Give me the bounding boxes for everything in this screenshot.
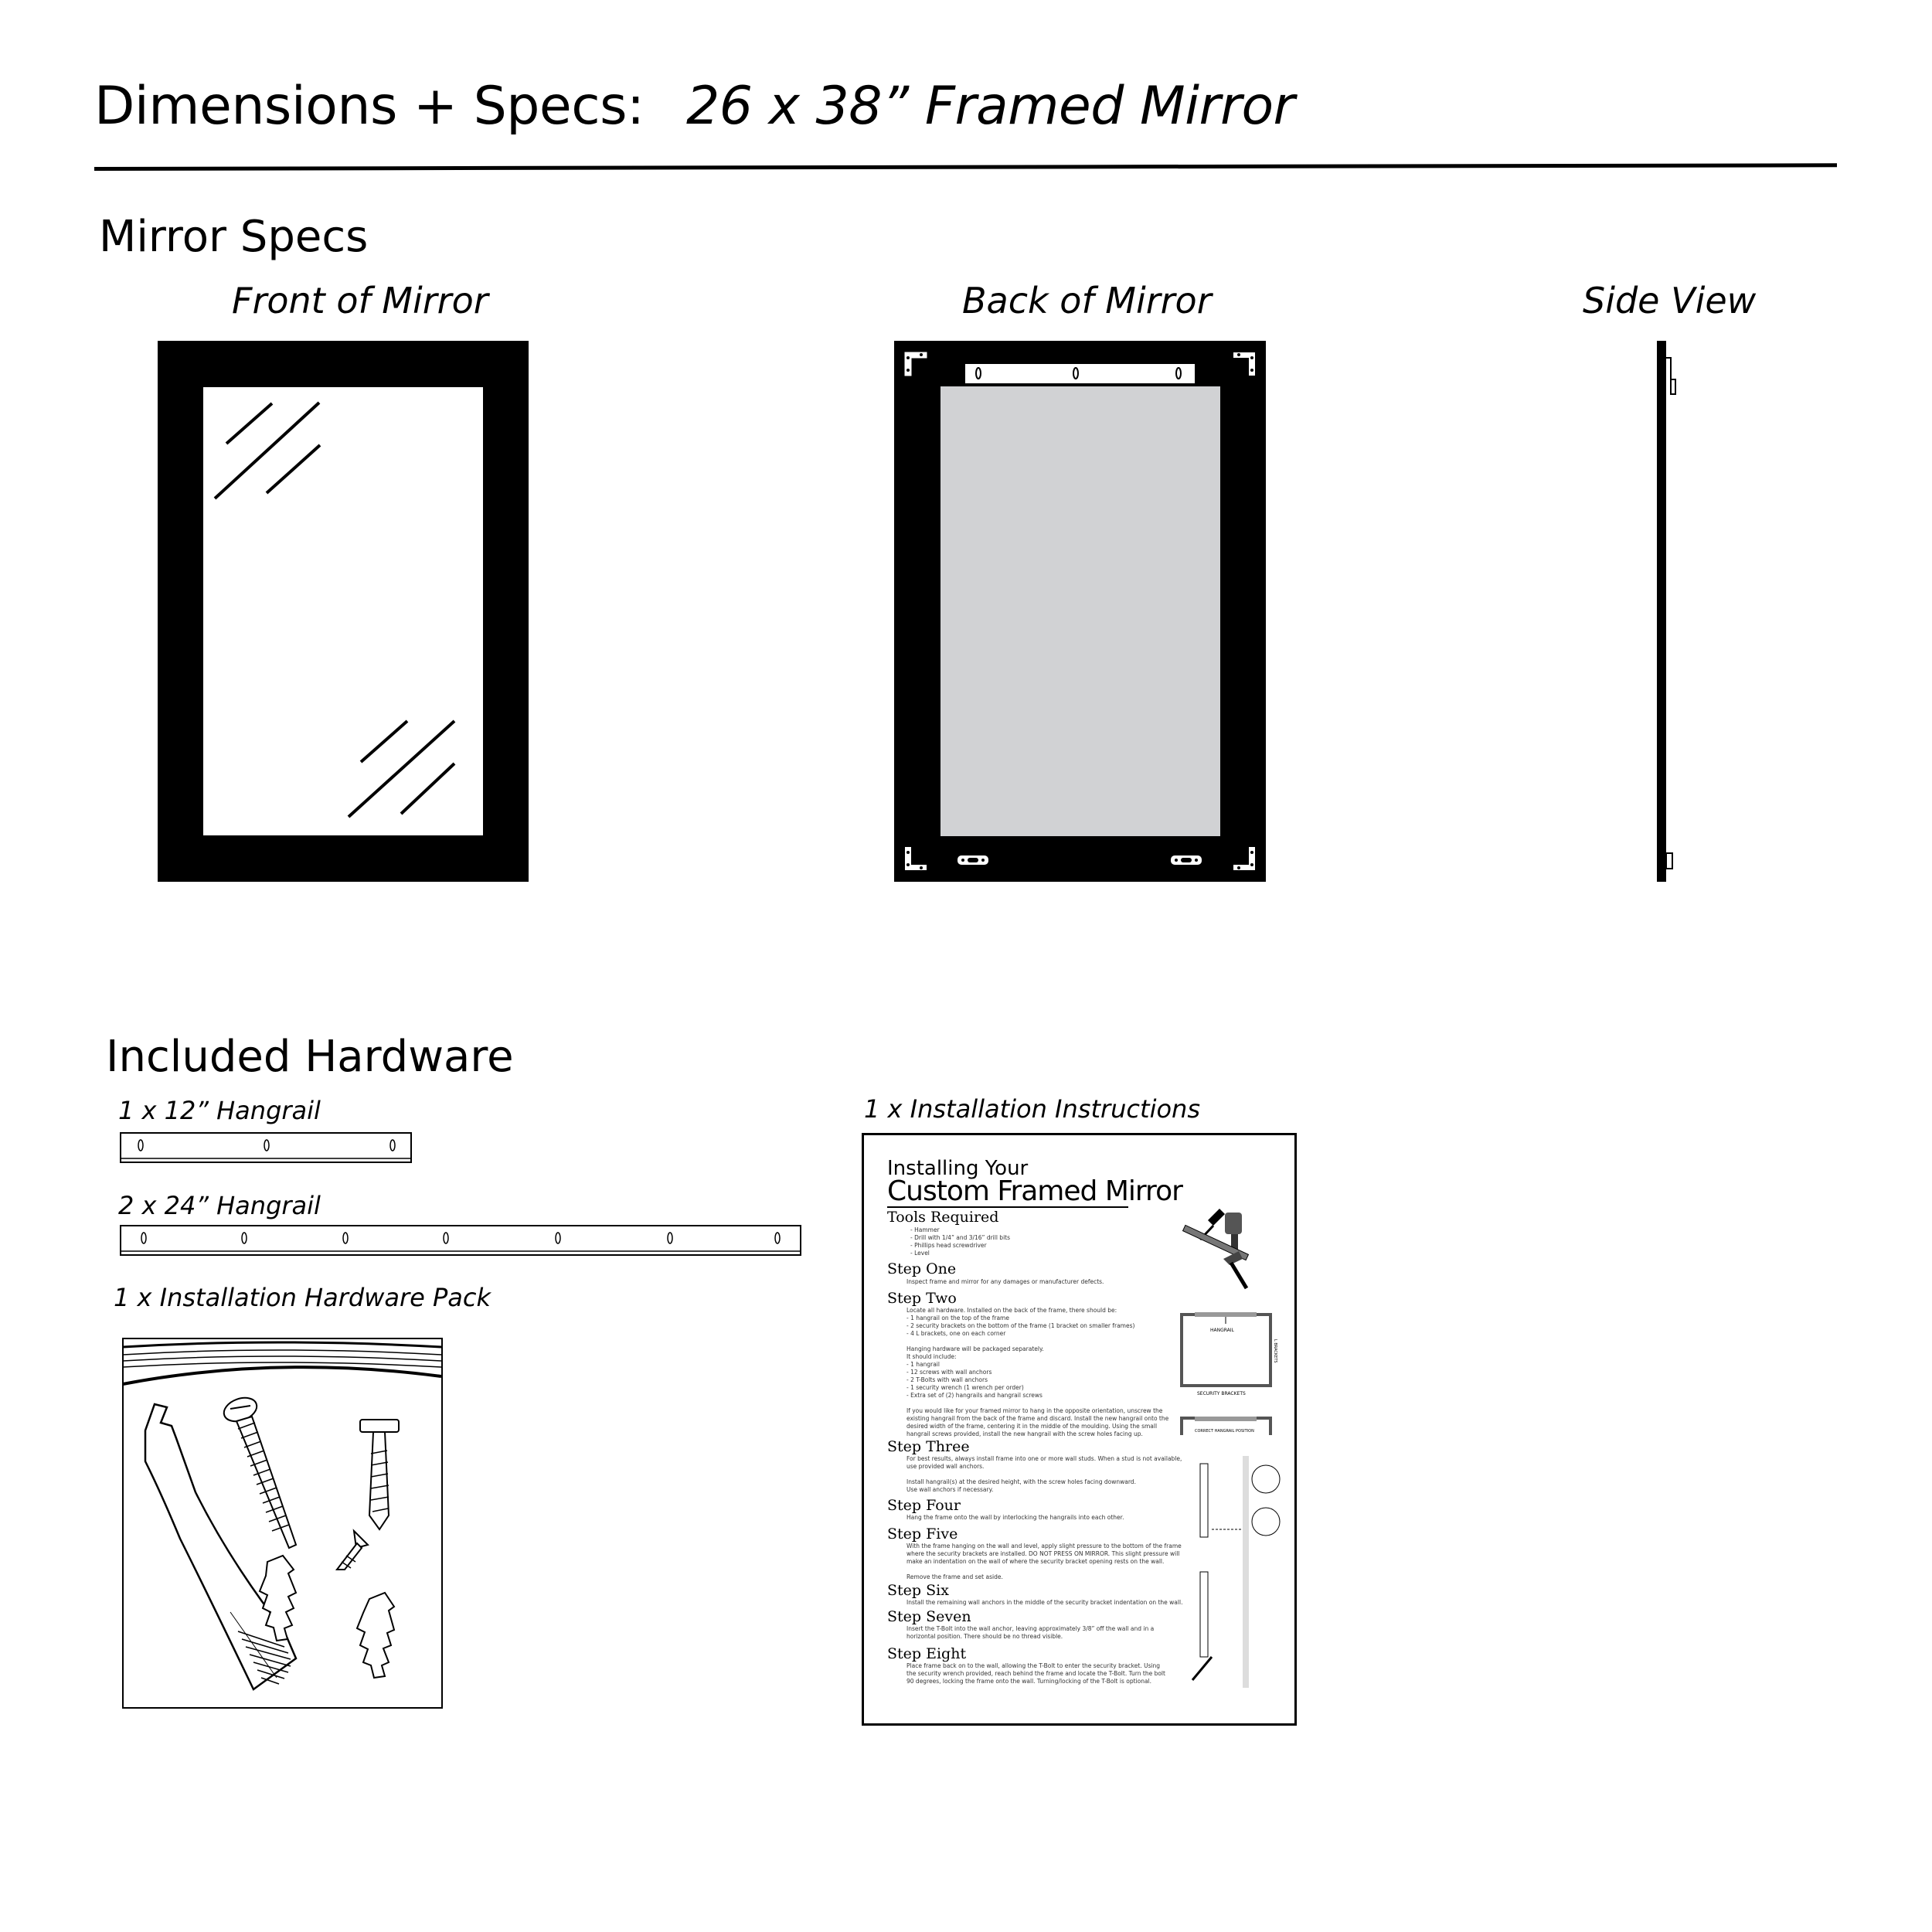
step-four-heading: Step Four xyxy=(887,1497,961,1514)
security-bracket-left xyxy=(957,855,988,865)
instruction-line: the security wrench provided, reach behind the frame and locate the T-Bolt. Turn the bolt xyxy=(906,1670,1165,1677)
back-mirror-illustration xyxy=(894,341,1266,882)
step-one-text: Inspect frame and mirror for any damages or manufacturer defects. xyxy=(906,1278,1104,1285)
hangrail-12-label: 1 x 12” Hangrail xyxy=(118,1096,321,1125)
side-security-bracket xyxy=(1666,853,1672,869)
tools-illustration xyxy=(1177,1205,1266,1294)
front-mirror-illustration xyxy=(158,341,529,882)
instruction-line xyxy=(906,1566,1182,1573)
step-five-text xyxy=(906,1543,1182,1581)
back-hangrail xyxy=(964,363,1196,384)
step-three-heading: Step Three xyxy=(887,1438,970,1455)
security-bracket-right xyxy=(1171,855,1202,865)
instruction-line: Locate all hardware. Installed on the back of the frame, there should be: xyxy=(906,1307,1117,1314)
sheet-title-line1: Installing Your xyxy=(887,1157,1029,1180)
step-eight-text xyxy=(906,1662,1165,1685)
instruction-line: - 1 hangrail on the top of the frame xyxy=(906,1315,1009,1321)
front-mirror-glass xyxy=(203,387,483,835)
step-five-heading: Step Five xyxy=(887,1526,958,1543)
tool-item: - Hammer xyxy=(910,1226,940,1233)
tool-item: - Drill with 1/4” and 3/16” drill bits xyxy=(910,1234,1010,1241)
step-six-text: Install the remaining wall anchors in the middle of the security bracket indentation on the wall. xyxy=(906,1599,1183,1606)
back-mirror-panel xyxy=(940,386,1220,836)
header-divider xyxy=(94,163,1837,171)
instruction-line: It should include: xyxy=(906,1353,957,1360)
frame-hardware-diagram xyxy=(1175,1308,1284,1396)
hardware-pack-label: 1 x Installation Hardware Pack xyxy=(114,1283,492,1312)
tool-item: - Phillips head screwdriver xyxy=(910,1242,987,1249)
side-view-label: Side View xyxy=(1583,280,1757,321)
correct-position-label: CORRECT HANGRAIL POSITION xyxy=(1195,1429,1254,1434)
instruction-line: Install hangrail(s) at the desired height, with the screw holes facing downward. xyxy=(906,1478,1136,1485)
step-two-text xyxy=(906,1307,1168,1438)
step-six-heading: Step Six xyxy=(887,1582,949,1599)
instruction-line: - 12 screws with wall anchors xyxy=(906,1369,992,1376)
instruction-line: use provided wall anchors. xyxy=(906,1463,985,1470)
instruction-line: Hanging hardware will be packaged separately. xyxy=(906,1345,1044,1352)
security-brackets-label: SECURITY BRACKETS xyxy=(1197,1391,1246,1396)
hangrail-position-diagram xyxy=(1175,1413,1284,1440)
mirror-specs-heading: Mirror Specs xyxy=(99,212,369,262)
side-frame xyxy=(1657,341,1666,882)
instruction-line: If you would like for your framed mirror to hang in the opposite orientation, unscrew the xyxy=(906,1407,1163,1414)
instruction-line: Remove the frame and set aside. xyxy=(906,1573,1003,1580)
included-hardware-heading: Included Hardware xyxy=(106,1032,514,1082)
front-of-mirror-label: Front of Mirror xyxy=(232,280,488,321)
hangrail-12-illustration xyxy=(120,1132,412,1163)
instruction-line: - 1 hangrail xyxy=(906,1361,940,1368)
installation-instructions-sheet xyxy=(862,1133,1297,1726)
instruction-line: Use wall anchors if necessary. xyxy=(906,1486,994,1493)
hangrail-24-label: 2 x 24” Hangrail xyxy=(118,1191,321,1220)
hangrail-24-illustration xyxy=(120,1225,801,1256)
step-two-heading: Step Two xyxy=(887,1290,957,1307)
instruction-line: - 2 T-Bolts with wall anchors xyxy=(906,1376,988,1383)
side-hangrail xyxy=(1666,358,1675,394)
instruction-line xyxy=(906,1471,1182,1478)
instruction-line xyxy=(906,1400,1168,1407)
hardware-pack-illustration xyxy=(122,1338,443,1709)
step-three-text xyxy=(906,1455,1182,1494)
instruction-line: make an indentation on the wall of where the security bracket opening rests on the wall. xyxy=(906,1558,1165,1565)
wall-install-diagram xyxy=(1181,1456,1289,1688)
sheet-title-line2: Custom Framed Mirror xyxy=(887,1175,1182,1207)
instruction-line: where the security brackets are installed. DO NOT PRESS ON MIRROR. This slight pressure will xyxy=(906,1550,1180,1557)
instruction-line: - 4 L brackets, one on each corner xyxy=(906,1330,1006,1337)
instruction-line: hangrail screws provided, install the new hangrail with the screw holes facing up. xyxy=(906,1430,1143,1437)
instructions-label: 1 x Installation Instructions xyxy=(864,1094,1200,1124)
step-eight-heading: Step Eight xyxy=(887,1645,967,1662)
instruction-line: With the frame hanging on the wall and level, apply slight pressure to the bottom of the frame xyxy=(906,1543,1182,1549)
instruction-line: Place frame back on to the wall, allowing the T-Bolt to enter the security bracket. Using xyxy=(906,1662,1161,1669)
instruction-line: - Extra set of (2) hangrails and hangrail screws xyxy=(906,1392,1043,1399)
back-of-mirror-label: Back of Mirror xyxy=(962,280,1212,321)
instruction-line: - 1 security wrench (1 wrench per order) xyxy=(906,1384,1024,1391)
instruction-line: 90 degrees, locking the frame onto the wall. Turning/locking of the T-Bolt is optional. xyxy=(906,1678,1152,1685)
side-view-illustration xyxy=(1654,341,1677,882)
instruction-line: desired width of the frame, centering it in the middle of the moulding. Using the small xyxy=(906,1423,1158,1430)
hangrail-label: HANGRAIL xyxy=(1210,1328,1234,1333)
instruction-line: For best results, always install frame into one or more wall studs. When a stud is not available, xyxy=(906,1455,1182,1462)
instruction-line: Insert the T-Bolt into the wall anchor, leaving approximately 3/8” off the wall and in a xyxy=(906,1625,1155,1632)
page-title: Dimensions + Specs: xyxy=(94,76,645,137)
instruction-line: existing hangrail from the back of the frame and discard. Install the new hangrail onto the xyxy=(906,1415,1169,1422)
instruction-line: horizontal position. There should be no thread visible. xyxy=(906,1633,1063,1640)
step-seven-heading: Step Seven xyxy=(887,1608,971,1625)
product-subtitle: 26 x 38” Framed Mirror xyxy=(686,76,1295,137)
step-seven-text xyxy=(906,1625,1154,1641)
step-four-text: Hang the frame onto the wall by interlocking the hangrails into each other. xyxy=(906,1514,1124,1521)
instruction-line xyxy=(906,1338,1168,1345)
tool-item: - Level xyxy=(910,1250,930,1257)
instruction-line: - 2 security brackets on the bottom of the frame (1 bracket on smaller frames) xyxy=(906,1322,1135,1329)
tools-heading: Tools Required xyxy=(887,1209,999,1226)
sheet-title-rule xyxy=(887,1206,1128,1208)
brackets-label: L BRACKETS xyxy=(1273,1339,1277,1363)
step-one-heading: Step One xyxy=(887,1260,957,1277)
